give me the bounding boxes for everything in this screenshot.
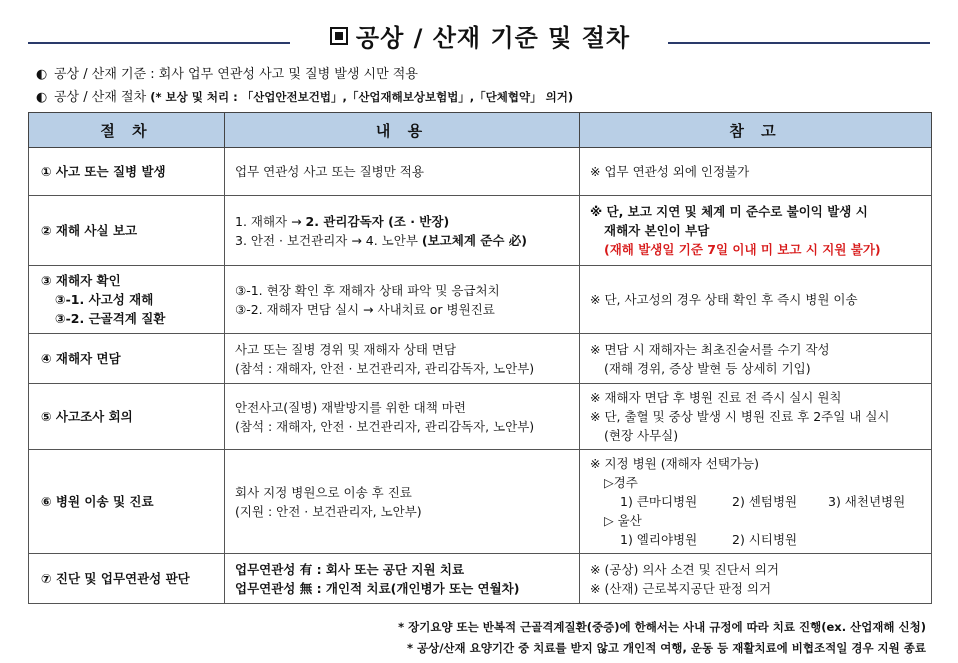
note-line: ※ 단, 보고 지연 및 체계 미 준수로 불이익 발생 시: [590, 204, 868, 219]
content-cell: [225, 384, 580, 450]
content-line: 업무연관성 有 : 회사 또는 공단 지원 치료: [235, 561, 465, 577]
header-step: 절 차: [29, 113, 225, 148]
content-text: 3. 안전 · 보건관리자 → 4. 노안부: [235, 232, 422, 248]
content-line: ③-2. 재해자 면담 실시 → 사내치료 or 병원진료: [235, 301, 495, 317]
table-row: [29, 554, 932, 604]
hospital-item: 1) 큰마디병원: [620, 494, 698, 509]
content-line: ③-1. 현장 확인 후 재해자 상태 파악 및 응급처치: [235, 282, 500, 298]
note-cell: [580, 384, 932, 450]
content-line: [235, 231, 569, 250]
title-rule-left: [28, 42, 290, 44]
content-cell: [225, 554, 580, 604]
table-row: [29, 334, 932, 384]
header-content: 내 용: [225, 113, 580, 148]
intro-procedure: [36, 86, 573, 109]
step-cell: ⑥ 병원 이송 및 진료: [29, 450, 225, 554]
content-text-bold: 2. 관리감독자 (조 · 반장): [305, 213, 450, 229]
footnote: * 장기요양 또는 반복적 근골격계질환(중증)에 한해서는 사내 규정에 따라 치료 진행(ex. 산업재해 신청): [398, 620, 926, 634]
hospital-item: 2) 센텀병원: [732, 494, 798, 509]
note-cell: ※ 단, 사고성의 경우 상태 확인 후 즉시 병원 이송: [580, 266, 932, 334]
step-sub-line: ③-1. 사고성 재해: [55, 292, 154, 307]
page-title-text: 공상 / 산재 기준 및 절차: [355, 24, 631, 52]
content-line: (참석 : 재해자, 안전 · 보건관리자, 관리감독자, 노안부): [235, 418, 535, 434]
note-cell: [580, 554, 932, 604]
note-line: (현장 사무실): [604, 428, 679, 443]
half-circle-bullet-icon: ◐: [36, 90, 48, 105]
page-title: [300, 18, 660, 53]
intro-criteria-text: 공상 / 산재 기준 : 회사 업무 연관성 사고 및 질병 발생 시만 적용: [54, 67, 418, 82]
note-warning: (재해 발생일 기준 7일 이내 미 보고 시 지원 불가): [604, 242, 881, 257]
step-cell: ⑤ 사고조사 회의: [29, 384, 225, 450]
hospital-list: [590, 492, 921, 511]
content-cell: [225, 266, 580, 334]
step-line: ③ 재해자 확인: [41, 273, 121, 288]
intro-procedure-text: 공상 / 산재 절차: [54, 90, 147, 105]
intro-criteria: [36, 64, 573, 86]
header-note: 참 고: [580, 113, 932, 148]
content-line: (참석 : 재해자, 안전 · 보건관리자, 관리감독자, 노안부): [235, 360, 535, 376]
step-cell: ④ 재해자 면담: [29, 334, 225, 384]
footnotes: [398, 617, 926, 659]
content-text: 1. 재해자 →: [235, 213, 306, 229]
content-line: 업무연관성 無 : 개인적 치료(개인병가 또는 연월차): [235, 580, 520, 596]
note-cell: [580, 196, 932, 266]
content-cell: [225, 196, 580, 266]
title-bar: [0, 8, 958, 58]
footnote: * 공상/산재 요양기간 중 치료를 받지 않고 개인적 여행, 운동 등 재활치료에 비협조적일 경우 지원 종료: [407, 641, 926, 655]
intro-procedure-ref: (* 보상 및 처리 : 「산업안전보건법」,「산업재해보상보험법」,「단체협약」 의거): [150, 90, 574, 104]
table-row: [29, 196, 932, 266]
note-line: 재해자 본인이 부담: [604, 223, 710, 238]
content-line: (지원 : 안전 · 보건관리자, 노안부): [235, 503, 422, 519]
hospital-region: ▷ 울산: [604, 513, 642, 528]
step-cell: ⑦ 진단 및 업무연관성 판단: [29, 554, 225, 604]
note-cell: [580, 334, 932, 384]
note-cell: ※ 업무 연관성 외에 인정불가: [580, 148, 932, 196]
content-line: 회사 지정 병원으로 이송 후 진료: [235, 484, 412, 500]
note-line: ※ 재해자 면담 후 병원 진료 전 즉시 실시 원칙: [590, 390, 842, 405]
note-line: ※ 지정 병원 (재해자 선택가능): [590, 456, 759, 471]
hospital-region: ▷경주: [604, 475, 638, 490]
procedure-table: [28, 112, 932, 604]
note-line: (재해 경위, 증상 발현 등 상세히 기입): [604, 360, 811, 376]
content-cell: [225, 334, 580, 384]
hospital-item: 2) 시티병원: [732, 532, 798, 547]
note-line: ※ (산재) 근로복지공단 판정 의거: [590, 580, 772, 596]
hospital-item: 1) 엘리야병원: [620, 532, 698, 547]
intro-section: [36, 64, 573, 109]
half-circle-bullet-icon: ◐: [36, 67, 48, 82]
content-cell: 업무 연관성 사고 또는 질병만 적용: [225, 148, 580, 196]
filled-square-icon: [330, 27, 348, 45]
content-line: 사고 또는 질병 경위 및 재해자 상태 면담: [235, 341, 457, 357]
hospital-list: [590, 530, 921, 549]
table-row: [29, 384, 932, 450]
note-line: ※ 단, 출혈 및 중상 발생 시 병원 진료 후 2주일 내 실시: [590, 409, 890, 424]
step-cell: ① 사고 또는 질병 발생: [29, 148, 225, 196]
step-cell: [29, 266, 225, 334]
content-line: [235, 212, 569, 231]
note-cell: [580, 450, 932, 554]
hospital-item: 3) 새천년병원: [828, 494, 906, 509]
title-rule-right: [668, 42, 930, 44]
table-row: [29, 266, 932, 334]
step-cell: ② 재해 사실 보고: [29, 196, 225, 266]
content-line: 안전사고(질병) 재발방지를 위한 대책 마련: [235, 399, 466, 415]
content-cell: [225, 450, 580, 554]
note-line: ※ (공상) 의사 소견 및 진단서 의거: [590, 561, 779, 577]
table-header-row: [29, 113, 932, 148]
content-text-bold: (보고체계 준수 必): [421, 232, 527, 248]
step-sub-line: ③-2. 근골격계 질환: [55, 311, 166, 326]
note-line: ※ 면담 시 재해자는 최초진술서를 수기 작성: [590, 341, 830, 357]
table-row: [29, 148, 932, 196]
table-row: [29, 450, 932, 554]
